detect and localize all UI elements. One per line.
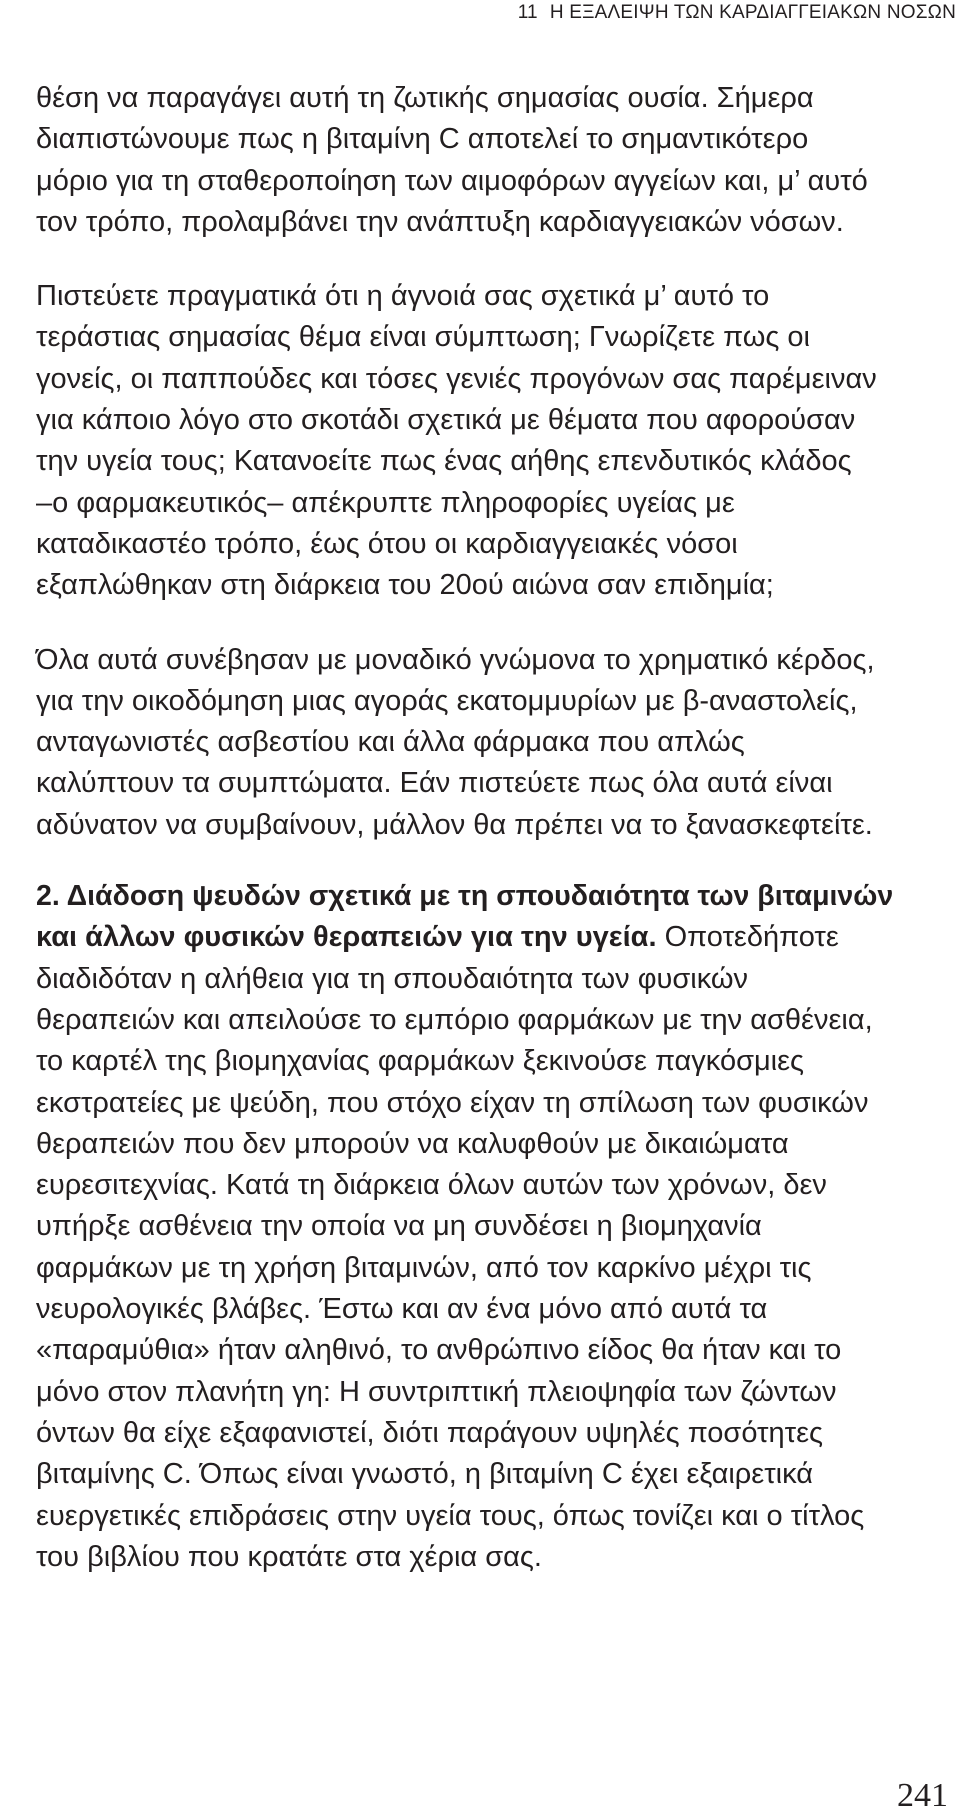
text-line: μόριο για τη σταθεροποίηση των αιμοφόρων αγγείων και, μ’ αυτό <box>36 164 868 197</box>
text-line: τεράστιας σημασίας θέμα είναι σύμπτωση; Γνωρίζετε πως οι <box>36 321 810 354</box>
text-line: διαπιστώνουμε πως η βιταμίνη C αποτελεί το σημαντικότερο <box>36 123 809 156</box>
text-line: εξαπλώθηκαν στη διάρκεια του 20ού αιώνα σαν επιδημία; <box>36 569 774 602</box>
text-line: του βιβλίου που κρατάτε στα χέρια σας. <box>36 1540 542 1573</box>
text-line: εκστρατείες με ψεύδη, που στόχο είχαν τη σπίλωση των φυσικών <box>36 1086 869 1119</box>
text-line: όντων θα είχε εξαφανιστεί, διότι παράγουν υψηλές ποσότητες <box>36 1416 823 1449</box>
text-line: φαρμάκων με τη χρήση βιταμινών, από τον καρκίνο μέχρι τις <box>36 1251 812 1284</box>
item-heading-text: Διάδοση ψευδών σχετικά με τη σπουδαιότητα των βιταμινών <box>66 880 894 913</box>
item-number: 2. <box>36 880 60 913</box>
item-heading-continuation: και άλλων φυσικών θεραπειών για την υγεία. <box>36 921 657 954</box>
text-line: Πιστεύετε πραγματικά ότι η άγνοιά σας σχετικά μ’ αυτό το <box>36 280 770 313</box>
text-line: για κάποιο λόγο στο σκοτάδι σχετικά με θέματα που αφορούσαν <box>36 404 856 437</box>
text-line: διαδιδόταν η αλήθεια για τη σπουδαιότητα των φυσικών <box>36 962 749 995</box>
text-line: αδύνατον να συμβαίνουν, μάλλον θα πρέπει να το ξανασκεφτείτε. <box>36 808 873 841</box>
page-number: 241 <box>897 1777 948 1814</box>
text-line: μόνο στον πλανήτη γη: Η συντριπτική πλειοψηφία των ζώντων <box>36 1375 837 1408</box>
text-line: για την οικοδόμηση μιας αγοράς εκατομμυρίων με β-αναστολείς, <box>36 684 858 717</box>
text-line: καλύπτουν τα συμπτώματα. Εάν πιστεύετε πως όλα αυτά είναι <box>36 767 833 800</box>
item-body-start: Οποτεδήποτε <box>656 921 839 954</box>
body-text <box>36 78 956 1578</box>
text-line: το καρτέλ της βιομηχανίας φαρμάκων ξεκινούσε παγκόσμιες <box>36 1045 805 1078</box>
text-line: νευρολογικές βλάβες. Έστω και αν ένα μόνο από αυτά τα <box>36 1293 768 1326</box>
running-header <box>518 0 956 26</box>
paragraph-3 <box>36 640 956 846</box>
text-line: θεραπειών και απειλούσε το εμπόριο φαρμάκων με την ασθένεια, <box>36 1003 873 1036</box>
chapter-title: Η ΕΞΑΛΕΙΨΗ ΤΩΝ ΚΑΡΔΙΑΓΓΕΙΑΚΩΝ ΝΟΣΩΝ <box>549 2 956 23</box>
text-line: θεραπειών που δεν μπορούν να καλυφθούν με δικαιώματα <box>36 1127 789 1160</box>
text-line: «παραμύθια» ήταν αληθινό, το ανθρώπινο είδος θα ήταν και το <box>36 1334 842 1367</box>
text-line: καταδικαστέο τρόπο, έως ότου οι καρδιαγγειακές νόσοι <box>36 527 738 560</box>
paragraph-2 <box>36 276 956 606</box>
numbered-item-2 <box>36 876 956 1578</box>
item-heading-line-1 <box>36 876 956 917</box>
item-heading-line-2 <box>36 917 956 958</box>
text-line: ευεργετικές επιδράσεις στην υγεία τους, όπως τονίζει και ο τίτλος <box>36 1499 865 1532</box>
text-line: –ο φαρμακευτικός– απέκρυπτε πληροφορίες υγείας με <box>36 486 735 519</box>
text-line: τον τρόπο, προλαμβάνει την ανάπτυξη καρδιαγγειακών νόσων. <box>36 205 844 238</box>
text-line: γονείς, οι παππούδες και τόσες γενιές προγόνων σας παρέμειναν <box>36 362 877 395</box>
text-line: βιταμίνης C. Όπως είναι γνωστό, η βιταμίνη C έχει εξαιρετικά <box>36 1458 814 1491</box>
text-line: θέση να παραγάγει αυτή τη ζωτικής σημασίας ουσία. Σήμερα <box>36 82 814 114</box>
text-line: ανταγωνιστές ασβεστίου και άλλα φάρμακα που απλώς <box>36 726 745 759</box>
chapter-number: 11 <box>517 2 538 23</box>
text-line: την υγεία τους; Κατανοείτε πως ένας αήθης επενδυτικός κλάδος <box>36 445 852 478</box>
text-line: υπήρξε ασθένεια την οποία να μη συνδέσει η βιομηχανία <box>36 1210 762 1243</box>
text-line: ευρεσιτεχνίας. Κατά τη διάρκεια όλων αυτών των χρόνων, δεν <box>36 1169 827 1202</box>
paragraph-1 <box>36 78 956 243</box>
text-line: Όλα αυτά συνέβησαν με μοναδικό γνώμονα το χρηματικό κέρδος, <box>36 643 875 676</box>
